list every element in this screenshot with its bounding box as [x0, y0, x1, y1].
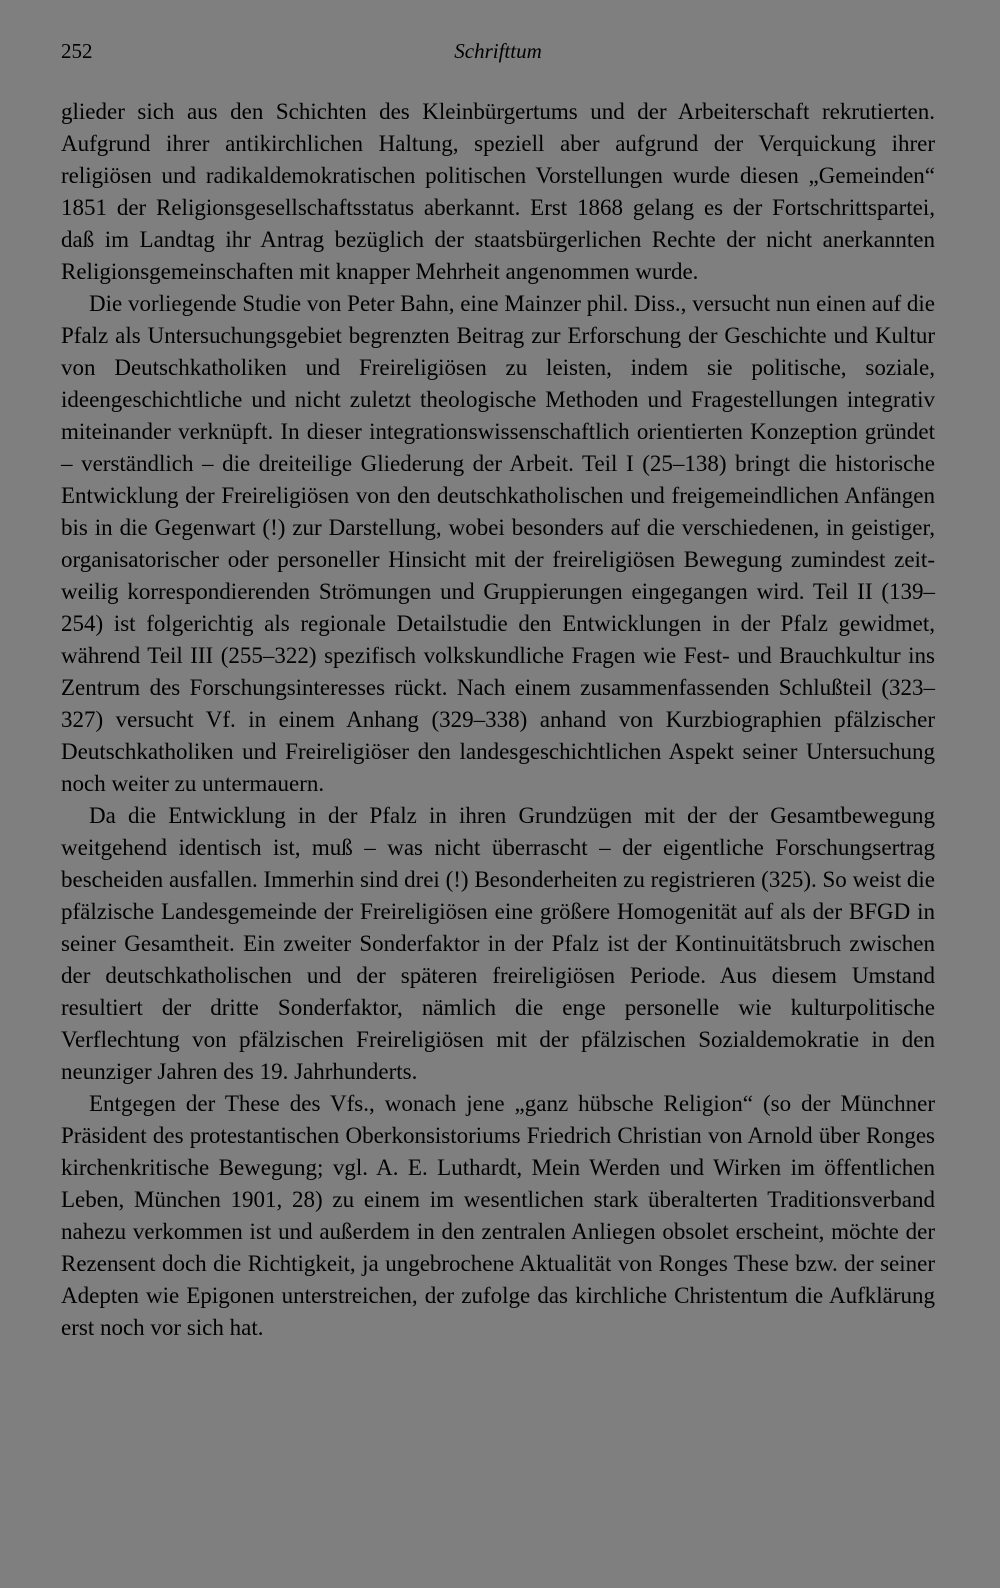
paragraph-2: Die vorliegende Studie von Peter Bahn, eine Mainzer phil. Diss., versucht nun einen auf die Pfalz als Untersuchungsgebiet begrenzten Beitrag zur Erforschung der Geschichte und Kultur von Deutschkatholiken und Freireligiösen zu leisten, indem sie politische, soziale, ideengeschichtliche und nicht zuletzt theologische Methoden und Fragestellungen integrativ miteinander verknüpft. In dieser integrationswissenschaftlich orientierten Konzeption gründet – verständlich – die dreiteilige Gliederung der Arbeit. Teil I (25–138) bringt die historische Entwicklung der Freireligiösen von den deutschkatholischen und freigemeindlichen Anfängen bis in die Gegenwart (!) zur Darstellung, wobei besonders auf die verschiedenen, in geistiger, organisatorischer oder personeller Hinsicht mit der freireligiösen Bewegung zumindest zeitweilig korrespondierenden Strömungen und Gruppierungen eingegangen wird. Teil II (139–254) ist folgerichtig als regionale Detailstudie den Entwicklungen in der Pfalz gewidmet, während Teil III (255–322) spezifisch volkskundliche Fragen wie Fest- und Brauchkultur ins Zentrum des Forschungsinteresses rückt. Nach einem zusammenfassenden Schlußteil (323–327) versucht Vf. in einem Anhang (329–338) anhand von Kurzbiographien pfälzischer Deutschkatholiken und Freireligiöser den landesgeschichtlichen Aspekt seiner Untersuchung noch weiter zu untermauern.: [61, 291, 935, 796]
paragraph-1: glieder sich aus den Schichten des Kleinbürgertums und der Arbeiterschaft rekrutierten. Aufgrund ihrer antikirchlichen Haltung, speziell aber aufgrund der Verquickung ihrer religiösen und radikaldemokratischen politischen Vorstellungen wurde diesen „Gemeinden“ 1851 der Religionsgesellschaftsstatus aberkannt. Erst 1868 gelang es der Fortschrittspartei, daß im Landtag ihr Antrag bezüglich der staatsbürgerlichen Rechte der nicht anerkannten Religionsgemeinschaften mit knapper Mehrheit angenommen wurde.: [61, 99, 935, 284]
body-text: [61, 96, 935, 1344]
page-header: [61, 36, 935, 66]
page-number: 252: [61, 39, 93, 63]
running-head: Schrifttum: [454, 39, 542, 63]
paragraph-4: Entgegen der These des Vfs., wonach jene „ganz hübsche Religion“ (so der Münchner Präsident des protestantischen Oberkonsistoriums Friedrich Christian von Arnold über Ronges kirchenkritische Bewegung; vgl. A. E. Luthardt, Mein Werden und Wirken im öffentlichen Leben, München 1901, 28) zu einem im wesentlichen stark überalterten Traditionsverband nahezu verkommen ist und außerdem in den zentralen Anliegen obsolet erscheint, möchte der Rezensent doch die Richtigkeit, ja ungebrochene Aktualität von Ronges These bzw. der seiner Adepten wie Epigonen unterstreichen, der zufolge das kirchliche Christentum die Aufklärung erst noch vor sich hat.: [61, 1091, 935, 1340]
paragraph-3: Da die Entwicklung in der Pfalz in ihren Grundzügen mit der der Gesamtbewegung weitgehend identisch ist, muß – was nicht überrascht – der eigentliche Forschungsertrag bescheiden ausfallen. Immerhin sind drei (!) Besonderheiten zu registrieren (325). So weist die pfälzische Landesgemeinde der Freireligiösen eine größere Homogenität auf als der BFGD in seiner Gesamtheit. Ein zweiter Sonderfaktor in der Pfalz ist der Kontinuitätsbruch zwischen der deutschkatholischen und der späteren freireligiösen Periode. Aus diesem Umstand resultiert der dritte Sonderfaktor, nämlich die enge personelle wie kulturpolitische Verflechtung von pfälzischen Freireligiösen mit der pfälzischen Sozialdemokratie in den neunziger Jahren des 19. Jahrhunderts.: [61, 803, 935, 1084]
